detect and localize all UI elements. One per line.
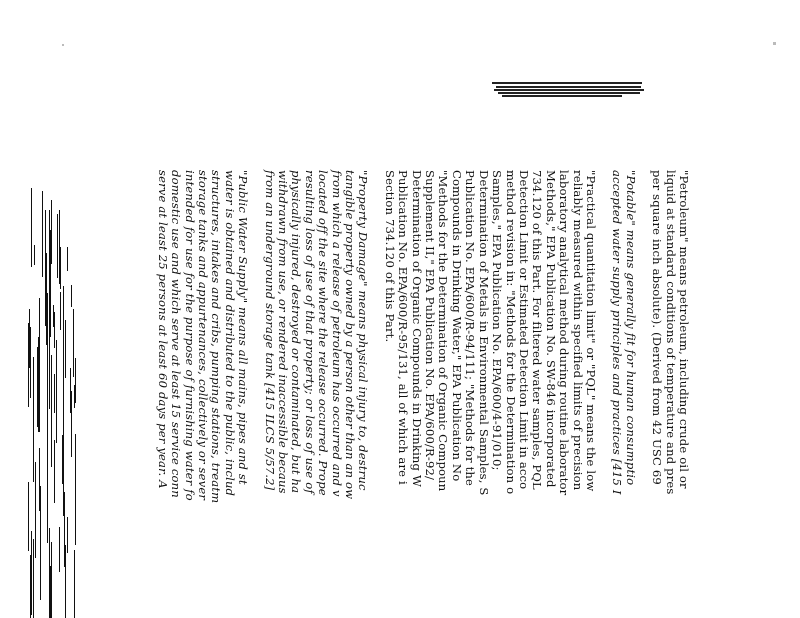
- text-line: "Potable" means generally fit for human consumptio: [623, 170, 638, 486]
- artifact-stroke: [59, 527, 60, 572]
- artifact-stroke: [54, 440, 55, 503]
- text-line: storage tanks and appurtenances, collectively or sever: [196, 170, 210, 501]
- artifact-stroke: [71, 391, 72, 457]
- artifact-stroke: [49, 330, 50, 409]
- artifact-stroke: [60, 292, 61, 330]
- rule-line: [494, 89, 644, 91]
- definition-pql: [382, 170, 597, 618]
- rule-line: [492, 82, 642, 84]
- text-line: structures, intakes and cribs, pumping stations, treatm: [209, 170, 224, 504]
- artifact-stroke: [56, 340, 57, 443]
- artifact-stroke: [30, 327, 31, 398]
- artifact-stroke: [28, 323, 29, 407]
- artifact-stroke: [51, 355, 52, 467]
- text-line: laboratory analytical method during routine laborator: [557, 170, 572, 496]
- artifact-stroke: [64, 492, 65, 567]
- definition-public-water-supply: [155, 170, 249, 618]
- text-line: "Petroleum" means petroleum, including crude oil or: [677, 170, 691, 489]
- definition-potable: [610, 170, 637, 618]
- text-line: Publication No. EPA/600/R-94/111; "Methods for the: [463, 170, 478, 487]
- artifact-stroke: [33, 539, 34, 618]
- artifact-stroke: [31, 207, 32, 247]
- artifact-stroke: [31, 550, 32, 596]
- rule-line: [498, 92, 640, 94]
- rotated-text-block: [155, 170, 691, 618]
- rule-line: [502, 95, 622, 97]
- artifact-stroke: [39, 298, 40, 404]
- text-line: "Methods for the Determination of Organic Compoun: [436, 170, 451, 492]
- text-line: resulting loss of use of that property; or loss of use of: [302, 170, 317, 494]
- artifact-stroke: [67, 517, 68, 553]
- header-rules: [492, 80, 652, 98]
- artifact-stroke: [57, 214, 58, 278]
- artifact-stroke: [34, 245, 35, 265]
- text-line: liquid at standard conditions of temperature and pres: [663, 170, 678, 495]
- text-line: method revision in: "Methods for the Determination o: [503, 170, 518, 495]
- scan-speck: [773, 42, 776, 45]
- text-line: Compounds in Drinking Water," EPA Publication No: [449, 170, 464, 482]
- artifact-stroke: [33, 371, 34, 436]
- definition-property-damage: [262, 170, 369, 618]
- text-line: per square inch absolute). (Derived from 42 USC 69: [650, 170, 665, 485]
- artifact-stroke: [54, 374, 55, 413]
- text-line: 734.120 of this Part. For filtered water samples, PQL: [530, 170, 545, 490]
- text-line: tangible property owned by a person other than an ow: [343, 170, 358, 500]
- artifact-stroke: [47, 379, 48, 476]
- artifact-stroke: [63, 315, 64, 437]
- text-line: Samples," EPA Publication No. EPA/600/4-91/010;: [490, 170, 505, 475]
- text-line: from an underground storage tank [415 ILCS 5/57.2]: [262, 170, 277, 491]
- text-line: Section 734.120 of this Part.: [382, 170, 397, 343]
- text-line: intended for use for the purpose of furnishing water fo: [182, 170, 197, 501]
- text-line: reliably measured within specified limits of precision: [570, 170, 585, 491]
- rule-line: [496, 86, 641, 88]
- artifact-stroke: [49, 532, 50, 618]
- artifact-stroke: [67, 247, 68, 271]
- text-line: from which a release of petroleum has occurred and v: [329, 170, 344, 497]
- text-line: "Property Damage" means physical injury to, destruc: [356, 170, 371, 491]
- text-line: domestic use and which serve at least 15 service conn: [169, 170, 184, 498]
- artifact-stroke: [46, 253, 47, 345]
- artifact-stroke: [71, 285, 72, 307]
- text-line: Determination of Organic Compounds in Drinking W: [409, 170, 424, 488]
- text-line: Publication No. EPA/600/R-95/131, all of which are i: [396, 170, 411, 485]
- artifact-stroke: [74, 550, 75, 618]
- text-line: Determination of Metals in Environmental Samples, S: [476, 170, 491, 496]
- artifact-stroke: [75, 443, 76, 479]
- text-line: physically injured, destroyed or contaminated, but ha: [289, 170, 304, 494]
- scan-speck: [62, 44, 64, 46]
- text-line: serve at least 25 persons at least 60 days per year. A: [155, 170, 170, 489]
- definition-petroleum: [650, 170, 690, 618]
- text-line: withdrawn from use, or rendered inaccessible becaus: [276, 170, 291, 494]
- artifact-stroke: [73, 309, 74, 377]
- artifact-stroke: [42, 191, 43, 277]
- margin-scan-artifacts: [28, 180, 80, 618]
- text-line: located off the site where the release occurred. Prope: [316, 170, 331, 496]
- artifact-stroke: [74, 385, 75, 408]
- artifact-stroke: [40, 486, 41, 600]
- artifact-stroke: [62, 435, 63, 484]
- text-line: Supplement II," EPA Publication No. EPA/600/R-92/: [423, 170, 438, 481]
- text-line: accepted water supply principles and practices [415 I: [610, 170, 625, 495]
- text-line: water is obtained and distributed to the public, includ: [222, 170, 237, 497]
- artifact-stroke: [35, 462, 36, 558]
- artifact-stroke: [28, 482, 29, 551]
- artifact-stroke: [53, 305, 54, 327]
- artifact-stroke: [60, 247, 61, 289]
- text-line: Methods," EPA Publication No. SW-846 incorporated: [543, 170, 558, 488]
- artifact-stroke: [51, 205, 52, 264]
- artifact-stroke: [65, 320, 66, 378]
- artifact-stroke: [49, 210, 50, 337]
- text-line: Detection Limit or Estimated Detection Limit in acco: [516, 170, 531, 490]
- text-line: "Public Water Supply" means all mains, pipes and st: [236, 170, 251, 485]
- text-line: "Practical quantitation limit" or "PQL" means the low: [583, 170, 598, 492]
